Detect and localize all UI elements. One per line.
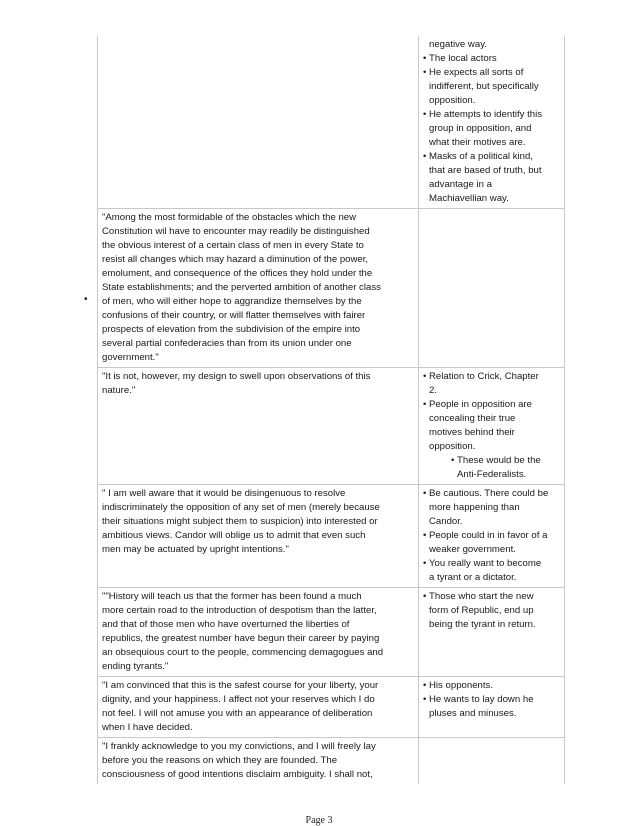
note-text: that are based of truth, but xyxy=(429,165,542,176)
note-continuation xyxy=(423,384,561,398)
note-continuation xyxy=(423,426,561,440)
notes-cell xyxy=(419,209,565,368)
note-continuation xyxy=(423,164,561,178)
note-text: Anti-Federalists. xyxy=(457,469,527,480)
quote-line: the obvious interest of a certain class of men in every State to xyxy=(102,240,364,251)
quote-line: not feel. I will not amuse you with an appearance of deliberation xyxy=(102,708,373,719)
quote-line: government." xyxy=(102,352,159,363)
quote-line: before you the reasons on which they are founded. The xyxy=(102,755,338,766)
note-text: a tyrant or a dictator. xyxy=(429,572,517,583)
quote-cell xyxy=(98,738,419,785)
note-subitem xyxy=(423,454,561,468)
note-text: These would be the xyxy=(457,455,541,466)
note-text: Machiavellian way. xyxy=(429,193,509,204)
quote-line: of men, who will either hope to aggrandize themselves by the xyxy=(102,296,362,307)
quote-cell xyxy=(98,588,419,677)
page-number: Page 3 xyxy=(305,815,333,826)
note-text: being the tyrant in return. xyxy=(429,619,536,630)
note-text: Candor. xyxy=(429,516,463,527)
bullet-icon: • xyxy=(423,530,427,541)
note-item xyxy=(423,529,561,543)
notes-table xyxy=(97,36,565,784)
note-text: what their motives are. xyxy=(429,137,526,148)
note-continuation xyxy=(423,515,561,529)
note-text: People could in in favor of a xyxy=(429,530,548,541)
note-item xyxy=(423,693,561,707)
note-text: negative way. xyxy=(429,39,487,50)
table-row xyxy=(98,368,565,485)
bullet-icon: • xyxy=(423,488,427,499)
quote-line: "I am convinced that this is the safest course for your liberty, your xyxy=(102,680,379,691)
bullet-icon: • xyxy=(451,455,455,466)
note-continuation xyxy=(423,192,561,206)
note-continuation xyxy=(423,94,561,108)
note-text: Masks of a political kind, xyxy=(429,151,533,162)
note-continuation xyxy=(423,80,561,94)
bullet-icon: • xyxy=(423,680,427,691)
note-text: group in opposition, and xyxy=(429,123,532,134)
note-continuation xyxy=(423,412,561,426)
note-text: more happening than xyxy=(429,502,520,513)
quote-line: confusions of their country, or will flatter themselves with fairer xyxy=(102,310,366,321)
bullet-icon: • xyxy=(423,591,427,602)
table-row xyxy=(98,588,565,677)
note-item xyxy=(423,487,561,501)
quote-cell xyxy=(98,485,419,588)
notes-cell xyxy=(419,368,565,485)
note-text: Those who start the new xyxy=(429,591,534,602)
quote-line: nature." xyxy=(102,385,136,396)
table-row xyxy=(98,738,565,785)
quote-line: prospects of elevation from the subdivision of the empire into xyxy=(102,324,361,335)
quote-line: consciousness of good intentions disclaim ambiguity. I shall not, xyxy=(102,769,373,780)
note-item xyxy=(423,108,561,122)
bullet-icon: • xyxy=(423,558,427,569)
bullet-icon: • xyxy=(423,109,427,120)
note-text: indifferent, but specifically xyxy=(429,81,539,92)
note-continuation xyxy=(423,571,561,585)
quote-cell xyxy=(98,209,419,368)
note-continuation xyxy=(423,468,561,482)
table-row xyxy=(98,36,565,209)
quote-line: " I am well aware that it would be disingenuous to resolve xyxy=(102,488,346,499)
note-text: 2. xyxy=(429,385,438,396)
note-text: opposition. xyxy=(429,441,476,452)
quote-line: emolument, and consequence of the offices they hold under the xyxy=(102,268,373,279)
quote-cell xyxy=(98,368,419,485)
note-continuation xyxy=(423,707,561,721)
quote-line: several partial confederacies than from its union under one xyxy=(102,338,352,349)
note-item xyxy=(423,66,561,80)
note-text: You really want to become xyxy=(429,558,542,569)
quote-line: an obsequious court to the people, commencing demagogues and xyxy=(102,647,384,658)
quote-line: when I have decided. xyxy=(102,722,193,733)
table-row xyxy=(98,485,565,588)
note-text: He attempts to identify this xyxy=(429,109,543,120)
quote-line: ambitious views. Candor will oblige us to admit that even such xyxy=(102,530,366,541)
table-row xyxy=(98,209,565,368)
note-text: motives behind their xyxy=(429,427,515,438)
note-continuation xyxy=(423,501,561,515)
note-text: advantage in a xyxy=(429,179,492,190)
quote-line: resist all changes which may hazard a diminution of the power, xyxy=(102,254,369,265)
note-text: People in opposition are xyxy=(429,399,532,410)
note-text: pluses and minuses. xyxy=(429,708,517,719)
note-continuation xyxy=(423,136,561,150)
note-text: The local actors xyxy=(429,53,497,64)
table-row xyxy=(98,677,565,738)
quote-line: ""History will teach us that the former has been found a much xyxy=(102,591,362,602)
quote-line: ending tyrants." xyxy=(102,661,169,672)
quote-line: men may be actuated by upright intentions." xyxy=(102,544,289,555)
quote-line: their situations might subject them to suspicion) into interested or xyxy=(102,516,378,527)
notes-cell xyxy=(419,588,565,677)
note-item xyxy=(423,590,561,604)
note-text: Relation to Crick, Chapter xyxy=(429,371,539,382)
notes-cell xyxy=(419,36,565,209)
note-item xyxy=(423,679,561,693)
note-continuation xyxy=(423,604,561,618)
quote-line: dignity, and your happiness. I affect not your reserves which I do xyxy=(102,694,375,705)
bullet-icon: • xyxy=(423,399,427,410)
notes-cell xyxy=(419,485,565,588)
quote-line: "Among the most formidable of the obstacles which the new xyxy=(102,212,357,223)
bullet-icon: • xyxy=(423,371,427,382)
notes-cell xyxy=(419,677,565,738)
quote-line: "It is not, however, my design to swell upon observations of this xyxy=(102,371,371,382)
note-item xyxy=(423,557,561,571)
note-continuation xyxy=(423,618,561,632)
margin-bullet: • xyxy=(84,294,88,305)
quote-cell xyxy=(98,36,419,209)
note-text: concealing their true xyxy=(429,413,516,424)
note-item xyxy=(423,398,561,412)
quote-line: republics, the greatest number have begun their career by paying xyxy=(102,633,380,644)
quote-line: and that of those men who have overturned the liberties of xyxy=(102,619,350,630)
quote-line: Constitution wil have to encounter may readily be distinguished xyxy=(102,226,370,237)
note-text: He expects all sorts of xyxy=(429,67,524,78)
note-continuation xyxy=(423,543,561,557)
quote-line: "I frankly acknowledge to you my convictions, and I will freely lay xyxy=(102,741,376,752)
note-text: form of Republic, end up xyxy=(429,605,534,616)
note-continuation xyxy=(423,440,561,454)
bullet-icon: • xyxy=(423,53,427,64)
quote-cell xyxy=(98,677,419,738)
quote-line: more certain road to the introduction of despotism than the latter, xyxy=(102,605,377,616)
notes-cell xyxy=(419,738,565,785)
note-text: He wants to lay down he xyxy=(429,694,534,705)
quote-line: State establishments; and the perverted ambition of another class xyxy=(102,282,381,293)
note-text: Be cautious. There could be xyxy=(429,488,549,499)
note-continuation xyxy=(423,178,561,192)
bullet-icon: • xyxy=(423,67,427,78)
note-continuation xyxy=(423,38,561,52)
note-item xyxy=(423,52,561,66)
note-text: opposition. xyxy=(429,95,476,106)
note-text: weaker government. xyxy=(429,544,516,555)
bullet-icon: • xyxy=(423,151,427,162)
note-text: His opponents. xyxy=(429,680,493,691)
note-continuation xyxy=(423,122,561,136)
note-item xyxy=(423,370,561,384)
note-item xyxy=(423,150,561,164)
quote-line: indiscriminately the opposition of any set of men (merely because xyxy=(102,502,380,513)
bullet-icon: • xyxy=(423,694,427,705)
